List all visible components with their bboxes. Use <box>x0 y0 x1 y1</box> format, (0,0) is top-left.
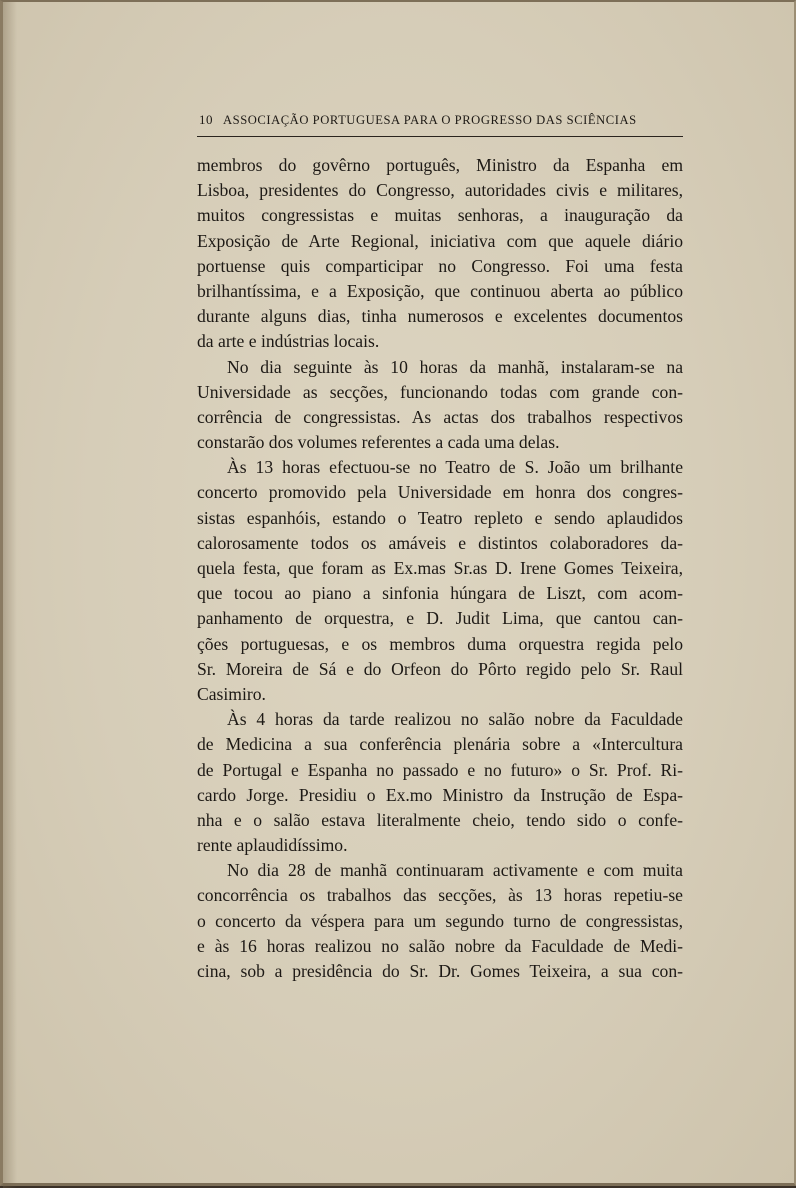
text-line: e às 16 horas realizou no salão nobre da Faculdade de Medi- <box>197 935 683 956</box>
running-title: ASSOCIAÇÃO PORTUGUESA PARA O PROGRESSO DAS SCIÊNCIAS <box>223 113 637 127</box>
text-line: da arte e indústrias locais. <box>197 331 380 352</box>
text-line: No dia seguinte às 10 horas da manhã, instalaram-se na <box>227 356 683 377</box>
text-line: Às 13 horas efectuou-se no Teatro de S. João um brilhante <box>227 457 683 478</box>
text-line: Exposição de Arte Regional, iniciativa com que aquele diário <box>197 230 683 251</box>
text-line: No dia 28 de manhã continuaram activamente e com muita <box>227 860 683 881</box>
text-line: Casimiro. <box>197 683 266 704</box>
header-rule <box>197 136 683 137</box>
text-line: corrência de congressistas. As actas dos trabalhos respectivos <box>197 406 683 427</box>
text-line: concorrência os trabalhos das secções, às 13 horas repetiu-se <box>197 885 683 906</box>
text-line: membros do govêrno português, Ministro da Espanha em <box>197 155 683 175</box>
text-line: rente aplaudidíssimo. <box>197 835 348 856</box>
text-line: Universidade as secções, funcionando todas com grande con- <box>197 381 683 402</box>
text-line: panhamento de orquestra, e D. Judit Lima, que cantou can- <box>197 608 683 629</box>
running-head <box>199 112 683 128</box>
text-line: sistas espanhóis, estando o Teatro repleto e sendo aplaudidos <box>197 507 683 528</box>
text-line: cardo Jorge. Presidiu o Ex.mo Ministro da Instrução de Espa- <box>197 784 683 805</box>
text-line: concerto promovido pela Universidade em honra dos congres- <box>197 482 683 503</box>
page-number: 10 <box>199 112 214 127</box>
text-line: que tocou ao piano a sinfonia húngara de Liszt, com acom- <box>197 583 683 604</box>
text-line: Lisboa, presidentes do Congresso, autoridades civis e militares, <box>197 180 683 201</box>
text-line: cina, sob a presidência do Sr. Dr. Gomes Teixeira, a sua con- <box>197 961 683 981</box>
text-line: constarão dos volumes referentes a cada uma delas. <box>197 432 560 453</box>
text-line: portuense quis comparticipar no Congresso. Foi uma festa <box>197 255 683 276</box>
text-line: o concerto da véspera para um segundo turno de congressistas, <box>197 910 683 931</box>
text-line: Às 4 horas da tarde realizou no salão nobre da Faculdade <box>227 709 683 730</box>
text-line: quela festa, que foram as Ex.mas Sr.as D. Irene Gomes Teixeira, <box>197 558 683 578</box>
text-line: Sr. Moreira de Sá e do Orfeon do Pôrto regido pelo Sr. Raul <box>197 658 683 679</box>
text-line: muitos congressistas e muitas senhoras, a inauguração da <box>197 205 683 226</box>
body-text <box>197 153 683 984</box>
text-line: nha e o salão estava literalmente cheio, tendo sido o confe- <box>197 809 683 830</box>
page-edge-shadow <box>3 2 17 1188</box>
text-line: de Portugal e Espanha no passado e no futuro» o Sr. Prof. Ri- <box>197 759 683 780</box>
text-line: de Medicina a sua conferência plenária sobre a «Intercultura <box>197 734 683 755</box>
text-line: brilhantíssima, e a Exposição, que continuou aberta ao público <box>197 280 683 301</box>
text-line: calorosamente todos os amáveis e distintos colaboradores da- <box>197 532 683 553</box>
text-line: durante alguns dias, tinha numerosos e excelentes documentos <box>197 306 683 327</box>
text-line: ções portuguesas, e os membros duma orquestra regida pelo <box>197 633 683 654</box>
